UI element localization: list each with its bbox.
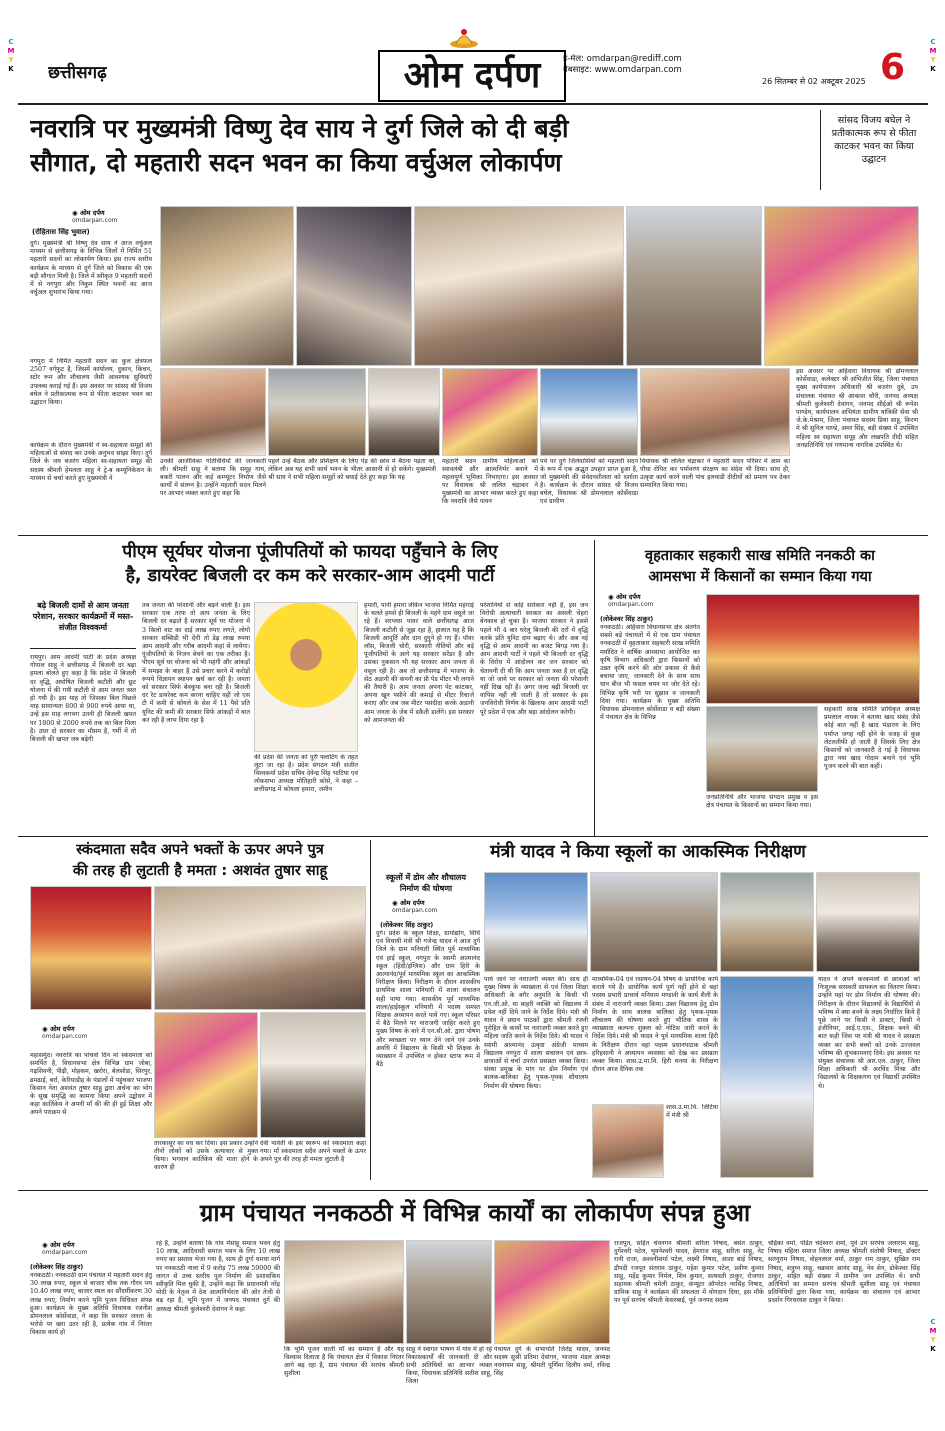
story6-byline: (लोकेश्वर सिंह ठाकुर) [30,1263,84,1271]
story4-caption2: देवी पार्वती के इस स्वरूप को स्कंदमाता कहा गया। माँ स्कंदमाता सदैव अपने भक्तों के ऊपर अपने पुत्र की तरह ही ममता लुटाती है [260,1140,366,1163]
header-rule [18,103,928,105]
email-label: ई-मेल: [563,54,584,64]
story3-headline: वृहताकार सहकारी साख समिति ननकठी का आमसभा में किसानों का सम्मान किया गया [645,548,875,585]
cmyk-right-bottom [928,1318,938,1354]
cmyk-m: M [7,47,15,55]
story5-body: दुर्ग। प्रदेश के स्कूल शिक्षा, ग्रामोद्योग, विधि एवं विधायी मंत्री श्री गजेन्द्र यादव ने आज दुर्ग जिले के ग्राम मनियारी स्थित पूर्व माध्यमिक एवं हाई स्कूल, नगपुरा के स्वामी आत्मानंद स्कूल (हिंदी/इंग्लिश) और ग्राम हिरी के आत्मानंद/पूर्व माध्यमिक स्कूल का आकस्मिक निरीक्षण किया। निरीक्षण के दौरान शासकीय प्राथमिक शाला मनियारी में शाला संचालन सही पाया गया। शासकीय पूर्व माध्यमिक शाला/हाईस्कूल मनियारी में पदस्थ समस्त शिक्षक अध्यापन करते पाये गए। स्कूल परिसर में बैठे मिलने पर नाराजगी जाहिर करते हुए मुख्य विषय के बारे में एन.सी.ओ. द्वारा पोषण और स्वच्छता पर ध्यान देने जाने एवं उनके अवधि में विद्यालय के किसी भी शिक्षक के व्याख्यान में उपस्थित न होकर स्टाफ रूम में बैठे [376,930,480,1069]
region-label: छत्तीसगढ़ [48,63,107,83]
story4-caption1: तारकासुर का वध कर दिया। इस प्रकार उन्होंने तीनों लोकों को उसके अत्याचार से मुक्त किया। भगवान कार्तिकेय की माता होने के कारण ही [154,1140,258,1171]
story1-caption5: विधायक श्री ललित चंद्राकर ने महतारी सदन परिसर में आम का पौधा रोपित कर पर्यावरण संरक्षण का संदेश भी दिया। साथ ही, उत्कृष्ट कार्य करने वाली पांच हलवाडी दीदीयों को प्रमाण पत्र देकर सम्मानित किया गया। [640,458,790,489]
story5-col4: यादव ने अपने करकमलों से छात्राओं को निःशुल्क सरस्वती सायकल का वितरण किया। उन्होंने यहां पर डोम निर्माण की घोषणा की। निरीक्षण के दौरान विद्यालयों के विद्यार्थियों से भविष्य में क्या बनने के लक्ष्य निर्धारित किये हैं पूछे जाने पर किसी ने डाक्टर, किसी ने इंजीनियर, आई.ए.एस., शिक्षक बनने की बात कही जिस पर मंत्री श्री यादव ने प्रसन्नता व्यक्त कर सभी बच्चों को उनके उज्जवल भविष्य की शुभकामनाएं दिये। इस अवसर पर संयुक्त संचालक श्री आर.एल. ठाकुर, जिला शिक्षा अधिकारी श्री अरविंद मिश्रा और विद्यालयों के शिक्षकगण एवं विद्यार्थी उपस्थित थे। [818,976,920,1090]
story1-photo-plaque [296,206,412,366]
masthead-title: ओम दर्पण [403,55,541,96]
story1-photo-speaker [442,368,538,456]
story4-headline: स्कंदमाता सदैव अपने भक्तों के ऊपर अपने पुत्र की तरह ही लुटाती है ममता : अशवंत तुषार साहू [72,842,328,879]
story2-col1: रायपुर। आम आदमी पार्टी के प्रदेश अध्यक्ष गोपाल साहू ने छत्तीसगढ़ में बिजली दर बढ़ा हमला बोलते हुए कहा है कि प्रदेश में बिजली दर वृद्धि, अघोषित बिजली कटौती और छूट योजना में की गयी कटौती से आम जनता त्रस्त हो गयी है। इस माह तो जिसका बिल पिछले माह सामान्यतः 800 से 900 रुपये आया था, उन्हें इस माह लगभग उतनी ही बिजली खपत पर 1800 से 2000 रुपये तक का बिल मिला है। उधर दो सरकार का मौसम है, गर्मी में तो बिजली की खपत जब बढ़ेगी [30,654,136,744]
story6-photo-puja2 [406,1240,492,1344]
story5-headline: मंत्री यादव ने किया स्कूलों का आकस्मिक निरीक्षण [490,842,806,862]
story5-col3: माध्यमिक-04 एवं रसायन-04 विषय के प्रायोगिक कार्य कराये गये हैं। प्रायोगिक कार्य पूर्ण नहीं होने से बहां पदस्थ प्रभारी प्राचार्य मनियाम मण्डावी के कार्य शैली के संबंध में नाराजगी व्यक्त किया। उक्त विद्यालय हेतु डोम निर्माण के साथ बालक बालिका हेतु पृथक-पृथक शौचालय की घोषणा करते हुए भौतिक शास्त्र के व्याख्याता कल्पना शुक्ला को नोटिस जारी करने के निर्देश दिये। मंत्री श्री यादव ने पूर्व माध्यमिक शाला हिरी के निरीक्षण दौरान वहां पदस्थ प्रधानपाठक श्रीमती हरिहसानी ने अध्यापन व्यवस्था को देख कर प्रसन्नता व्यक्त किया। शास.उ.मा.वि. हिरी थनमा के निरीक्षण दौरान आज दैनिक तक [592,976,718,1074]
cmyk-right-top [928,38,938,74]
story4-photo-puja [30,886,152,1010]
cmyk-y: Y [930,1336,936,1344]
story1-caption4: पर्व पर दुर्ग जिलेवासियों को महतारी सदन के रूप में एक अद्भुत उपहार प्राप्त हुआ है, जो मुख्यमंत्री की संवेदनशीलता को दर्शाता है। कार्यक्रम के दौरान सांसद श्री विजय बघेल, विधायक श्री डोमनलाल कोर्सेवाडा एवं ग्रामीण [540,458,638,505]
story3-body: ननकठठी। अहिवारा विधानसभा क्षेत्र अंतर्गत सबसे बड़े पंचायतों में से एक ग्राम पंचायत ननकठठी में वृहताकार सहकारी साख समिति मर्यादित ने वार्षिक आमसभा आयोजित कर कृषि विभाग अधिकारी द्वारा किसानों को उन्नत कृषि करने की ओर प्रकाश से कैसे बचाया जाए, जानकारी देने के साथ साथ धान बीज भी फसल चयन पर जोर देते रहे। विभिन्न कृषि भरी पर सुझाव व जानकारी दिया गया। कार्यक्रम के मुख्य अतिथि विधायक डोमनलाल कोर्सेवाडा व बड़ी संख्या में पंचायत क्षेत्र के विभिन्न [600,624,700,722]
story2-col2: तब जनता की परेशानी और बढ़ने वाली है। इस सरकार एक तरफ तो आप जनता के लिए बिजली दर बढ़ाते है सरकार सूर्य घर योजना में 3 किलो वाट का दाई लाख रुपए लगते, लोगो सरकार सब्सिडी भी देंगी तो डेढ़ लाख रुपया आम आदमी और गरीब आदमी कहां से लायेगा। पूंजीपतियों के निजन बेचने का एक तरीका है। पीएम सूर्य घर योजना को भी महंगी और आंकड़ों में समझा के बाहर है उसे प्रचार करने में करोड़ों रूपये विज्ञापन स्थापन खर्च कर रही है। जनता को सरकार सिर्फ बेवकूफ बना रही है। बिजली दर रेट डायरेक्ट कम करना चाहिए वहीं जो एस टी में कमी से कोयले के सेस में 11 पैसे प्रति यूनिट की कमी की सरकार सिर्फ आंकड़ों में बात कर रही है लाभ दिया रहा है [142,602,250,724]
page-number: 6 [880,47,906,88]
story1-photo-hall [368,368,440,456]
rule-mid [18,836,928,837]
story3-byline: (लोकेश्वर सिंह ठाकुर) [600,615,654,623]
cmyk-c: C [8,38,14,46]
story5-photo-cycles [720,976,814,1178]
story3-photo-farmers [706,706,818,792]
contact-block [563,54,723,76]
story6-col4: साहू ने स्वागत भाषण में गांव में हो रहे विकासकार्यों की जानकारी दी और सभी अतिथियों का आभार व्यक्त किया, विधायक प्रतिनिधि सतीश साहू, जिला [406,1346,492,1385]
story3-right: सहकारी साख समिति प्राधिकृत अध्यक्ष प्रमलाल नायक ने बताया खाद संबंद जैसे कोई बात नहीं है खाद भंडारण के लिए पर्याप्त जगह नहीं होने के वजह से कुछ लेटलतीफी हो जाती है जिसके लिए क्षेत्र किसानों को जानकारी दे गई है विधायक द्वारा नया खाद गोदाम बनाने एवं भूमि पूजन करने की बात कहीं। [824,706,920,771]
story2-photo-leader [254,602,358,752]
issue-date: 26 सितम्बर से 02 अक्टूबर 2025 [762,77,866,86]
story1-credit: ◉ ओम दर्पण omdarpan.com [72,209,118,224]
story5-col2: पाये जाने पर नाराजगी व्यक्त की। साथ ही मुख्य विषय के व्याख्यता से एवं जिला शिक्षा अधिकारी के बगैर अनुमति के किसी भी एन.जी.ओ. या बाहरी व्यक्ति को विद्यालय में प्रवेश नहीं दिये जाने के निर्देश दिये। मंत्री श्री यादव ने प्रधान पाठकों द्वारा श्रीमती रजनी पुरोहित के कार्यों पर नाराजगी व्यक्त करते हुए महिला जाति करने के निर्देश दिये। श्री यादव ने स्वामी आत्मानंद उत्कृष्ट अंग्रेजी माध्यम विद्यालय नगपुरा में शाला संचालन एवं छात्र-छात्राओं से चर्चा उपरांत प्रसन्नता व्यक्त किया। संस्था प्रमुख के मांग पर डोम निर्माण एवं बालक-बालिका हेतु पृथक-पृथक शौचालय निर्माण की घोषणा किया। [484,976,588,1090]
cmyk-k: K [930,1345,936,1353]
story1-byline: (रोहितास सिंह भुवाल) [32,228,90,236]
story5-photo-class2 [590,872,718,972]
website[interactable]: www.omdarpan.com [594,65,682,75]
cmyk-m: M [929,47,937,55]
story1-photo-women [764,206,919,366]
story2-photo-caption: की प्रदेश की जनता को पूरी फ्लाटिंग के तहत लूटा जा रहा है। प्रदेश संगठन मंत्री संजीत विश्वकर्मा प्रदेश सचिव देवेन्द्र सिंह भाटिया एवं लोकसभा अध्यक्ष मोतिहारी कोसे, ने कहा – छत्तीसगढ़ में कोयला हमारा, जमीन [254,754,358,793]
cmyk-m: M [929,1327,937,1335]
story6-col7: चंद्रिका वर्मा, पंडित चंदेश्वरा शर्मा, पूर्व उप सरपंच जलाराम साहू, निषाद महिला समाज जिला अध्यक्ष श्रीमती संतोषी निषाद, डॉक्टर सतनूराम निषाद, वोहनलाल वर्मा, ठाकुर राम ठाकुर, सुखित राम निषाद, शत्रुघ्न साहू, चक्रवार आनंद साहू, नेव सेन, डोकेश्वर सिंह ठाकुर, सहित बड़ी संख्या में ग्रामीण जन उपस्थित थे। सभी अतिथियों का सम्मान सरपंच श्रीमती सुशीला साहू एवं पंचायत प्रतिनिधियों द्वारा किया गया, कार्यक्रम का संचालन एवं आभार प्रदर्शन गिरधरवंश ठाकुर ने किया। [768,1240,920,1305]
story2-col5: परेशानियों से कोई सरोकार नहीं है, इस जन विरोधी अत्याचारी सरकार का असली चेहरा बेनकाब हो चुका है। भाजपा सरकार ने इससे पहले भी 4 बार घरेलू बिजली की दरों में वृद्धि करके प्रति यूनिट दाम बढ़ाए थे। और अब नई वृद्धि से आम आदमी का बजट बिगड़ गया है। आम आदमी पार्टी ने पहले भी बिजली दर वृद्धि के विरोध में आंदोलन कर जन सरकार को चेतावनी दी थी कि आम जनता त्रस्त है दर वृद्धि या जो जाये पर सरकार को जनता की परेशानी नहीं दिख रही है। अगर जल्द बढ़ी बिजली दर वापिस नहीं ली जाती है तो सरकार के इस जनविरोधी निर्णय के खिलाफ आम आदमी पार्टी पूरे प्रदेश में एक और बड़ा आंदोलन करेगी। [480,602,588,716]
story1-para1: दुर्ग। मुख्यमंत्री श्री विष्णु देव साय ने आज वर्चुअल माध्यम से छत्तीसगढ़ के विभिन्न जिलों में निर्मित 51 महतारी सदनों का लोकार्पण किया। इस राज्य स्तरीय कार्यक्रम के माध्यम से दुर्ग जिले को विकास की एक बड़ी सौगात मिली है। जिले में स्वीकृत 9 महतारी सदनों में से नगपुरा और निकुम स्थित भवनों का आज वर्चुअल शुभारंभ किया गया। [30,240,152,297]
cmyk-k: K [8,65,14,73]
story2-col4: हमारी, पानी हमारा लेकिन भाजपा निर्मित महंगाई के चलते हमसे ही बिजली के महंगे दाम वसूले जा रहे हैं। सरप्लस पावर वाले छत्तीसगढ़ आज बिजली कटौती से जूझ रहा है, हालात यह है कि बिजली आपूर्ति और दाम दुगुने हो गए हैं। पॉवर लॉस, बिजली चोरी, सरकारी नीतियों और बड़े पूंजीपतियों के आगे यह सरकार सरेंडर है और उसका नुकसान भी यह सरकार आम जनता से वसूल रही है। अब तो छत्तीसगढ़ में भाजपा के सेठ अडानी की कंपनी का प्री पेड मीटर भी लगाने की तैयारी है। आम जनता अपना पेट काटकर, अपना खून पसीने की कमाई से मीटर रिचार्ज कराए और जब जब मीटर पसंदीदा करके अडानी आम जनता के जेब में डकैती डालेंगे। इस सरकार को आमजनता की [364,602,474,724]
story1-photo-plant [414,206,624,366]
story3-credit: ◉ ओम दर्पण omdarpan.com [608,593,654,608]
story4-photo-gathering [154,886,366,1010]
cmyk-y: Y [930,56,936,64]
story4-photo-crowd [260,1012,366,1138]
story5-photo-class3 [720,872,814,972]
rule-bottom [18,1190,928,1191]
story6-col3: कि भूमि पूजन धरती माँ का सम्मान है और यह विश्वास दिलाता है कि पंचायत क्षेत्र में विकास निरंतर आगे बढ़ रहा है, ग्राम पंचायत की सरपंच श्रीमती सुशीला [284,1346,404,1377]
cmyk-left-top [6,38,16,74]
story1-right-column: इस अवसर पर अहिवारा विधायक श्री डोमनलाल कोर्सेवाडा, कलेक्टर श्री अभिजीत सिंह, जिला पंचायत मुख्य कार्यपालन अधिकारी श्री बजरंग दुबे, उप संचालक पंचायत श्री आकाश चौरी, जनपद अध्यक्ष श्रीमती कुलेश्वरी देवांगन, जनपद सीईओ श्री रूपेश पाण्डेय, कार्यपालन अभियंता ग्रामीण यांत्रिकी सेवा श्री जे.के.मेश्राम, जिला पंचायत सदस्य प्रिया साहू, किरण मे श्री सुनिल पाण्डे, अमर सिंह, बड़ी संख्या में उपस्थित महिला स्व सहायता समूह और लखपति दीदी सहित जनप्रतिनिधि एवं गणमान्य नागरिक उपस्थित थे। [796,368,918,449]
story4-credit: ◉ ओम दर्पण omdarpan.com [42,1025,88,1040]
story5-photo-meeting [592,1104,664,1178]
story2-headline: पीएम सूर्यघर योजना पूंजीपतियों को फायदा पहुँचाने के लिए है, डायरेक्ट बिजली दर कम करे सरकार-आम आदमी पार्टी [122,542,498,586]
cmyk-y: Y [8,56,14,64]
story1-para2: नगपुरा में निर्मित महतारी सदन का कुल क्षेत्रफल 2507 वर्गफुट है, जिसमें कार्यालय, दुकान, किचन, स्टोर रूम और शौचालय जैसी आवश्यक सुविधाएँ उपलब्ध कराई गई हैं। इस अवसर पर सांसद श्री विजय बघेल ने प्रतीकात्मक रूप से फीता काटकर भवन का उद्घाटन किया। [30,358,152,407]
story1-caption2: पहले उन्हें बैठक और प्रशिक्षण के लिए पेड़ की छांव में बैठना पड़ता था, लेकिन अब यह सभी कार्य भवन के भीतर आसानी से हो सकेंगे। मुख्यमंत्री श्री साय ने सभी महिला समूहों को बधाई देते हुए कहा कि यह [268,458,436,481]
story1-caption3: महतारी सदन ग्रामीण महिलाओं को स्वावलंबी और आत्मनिर्भर बनाने में महत्वपूर्ण भूमिका निभाएगा। इस अवसर पर विधायक श्री ललित चंद्राकर ने मुख्यमंत्री का आभार व्यक्त करते हुए कहा कि नवरात्रि जैसे पावन [442,458,538,505]
masthead-emblem-icon [447,26,481,50]
story1-side-caption: सांसद विजय बघेल ने प्रतीकात्मक रूप से फीता काटकर भवन का किया उद्घाटन [831,115,917,165]
email[interactable]: omdarpan@rediff.com [586,54,682,64]
divider-story4-story5 [370,840,371,1180]
cmyk-c: C [930,1318,936,1326]
story6-col6: राजपूत, सहित चंवनगन श्रीमती सरिता निषाद, बसंत ठाकुर, दुर्गेश्वरी पटेल, भुवनेश्वरी यादव, हेमराज साहू, सरिता साहू, नेट रानी राजा, अश्वनीशर्मा पटेल, लक्ष्मी निषाद, आशा बाई निषाद, द्रौपदी रजपूत संतराम ठाकुर, महेश कुमार पटेल, प्रवीण कुमार साहू, महेंद्र कुमार निर्मल, शिव कुमार, सत्यवती ठाकुर, रोजगार सहायक श्रीमती चमेली ठाकुर, कंप्यूटर ऑपरेटर नरसिंह निषाद, ग्रामिक साहू ने कार्यक्रम की सफलता में योगदान दिया, इस मौके पर पूर्व सरपंच श्रीमती केसरबाई, पूर्व जनपद सदस्य [614,1240,764,1305]
story6-col2: रहे हैं, उन्होंने बताया कि गांव मेंसाहू समाज भवन हेतु 10 लाख, आदिवासी समाज भवन के लिए 10 लाख रुपए का प्रस्ताव भेजा गया है, साथ ही दुर्गा धमधा मार्ग पर ननकठठी नाला में 9 करोड़ 75 लाख 59000 की लागत से उच्च स्तरीय पुल निर्माण की प्रशासकिय स्वीकृति मिल चुकी है, उन्होंने कहा कि प्रधानमंत्री नरेंद्र मोदी के नेतृत्व में देश आत्मनिर्भरता की ओर तेजी से बढ़ रहा है, भूमि पूजन में जनपद पंचायत दुर्ग की अध्यक्ष श्रीमती कुलेश्वरी देवांगन ने कहा [156,1240,280,1313]
story1-photo-certificate [160,368,266,456]
website-label: वेबसाइट: [563,65,592,75]
story6-photo-puja3 [494,1240,610,1344]
cmyk-c: C [930,38,936,46]
rule-story1-bottom [18,535,928,536]
story6-col5: पंचायत दुर्ग के सभापति जितेंद्र यादव, जनपद सदस्य सुश्री प्रतिमा देवांगन, भाजपा मंडल अध्यक्ष नवनायम साहू, श्रीमती पूर्णिमा दिलीप वर्मा, रविन्द्र सिंह [494,1346,610,1377]
story1-photo-screen [268,368,366,456]
story6-col1: ननकठठी। ननकठठी ग्राम पंचायत में महतारी सदन हेतु 30 लाख रुपए, स्कूल से बाजार चौक तक गौरव पथ 10.40 लाख रुपए, बाजार स्थल का सौंदर्यीकरण 30 लाख रुपए, निर्माण करने भूमि पूजन विधिवत संपन्न हुआ। कार्यक्रम के मुख्य अतिथि विधायक रजनीश डोमनलाल कोर्सेवाडा, ने कहा कि सरकार जनता के भरोसे पर खरा उतर रही है, प्रत्येक गांव में निरंतर विकास कार्य हो [30,1272,152,1337]
story2-subhead: बढ़े बिजली दामों से आम जनता परेशान, सरकार कार्यक्रमों में मस्त- संजीत विश्वकर्मा [32,601,134,632]
story5-subhead: स्कूलों में डोम और शौचालय निर्माण की घोषणा [386,873,466,893]
story5-photo-class1 [484,872,588,972]
story4-body: महासमुंद। नवरात्रि का पांचवां दिन मां स्कंदमाता को समर्पित है, विधानसभा क्षेत्र विभिन्न ग्राम जोबा, गढ़सिवनी, पीढ़ी, मोहकम, खरोरा, बेलसोडा, सिरपुर, ढमढाई, बर्रा, केरियाडीह के पंडालों में पहुंचकर भाजपा किसान नेता अशवंत तुषार साहू द्वारा अर्चना का भोग के सुख समृद्धि का कामना किया अपने उद्बोधन में कहा कार्तिकेय ने अपनी माँ की की ही हुई शिक्षा और अपने पराक्रम से [30,1052,152,1117]
story3-photo-stage [706,594,920,704]
story3-caption: जनप्रतिनिधि और भाजपा संगठन प्रमुख व इस क्षेत्र पंचायत के किसानों का सम्मान किया गया। [706,794,818,809]
story1-side-divider [820,110,821,190]
divider-story2-story3 [594,540,595,836]
story2-subhead-rule [30,648,136,649]
story1-para3: कार्यक्रम के दौरान मुख्यमंत्री ने स्व-सहायता समूहों की महिलाओं से संवाद कर उनके अनुभव साझा किए। दुर्ग जिले के जय बजरंग महिला स्व-सहायता समूह की सदस्य श्रीमती हेमलता साहू ने ट्रे-ब कम्यूनिकेशन के माध्यम से चर्चा करते हुए मुख्यमंत्री ने [30,442,152,482]
story4-photo-idol [154,1012,258,1138]
story5-byline: (लोकेश्वर सिंह ठाकुर) [380,921,434,929]
story1-photo-group [626,206,762,366]
story1-caption1: उनकी आजीविका गतिविधियों की जानकारी ली। श्रीमती साहू ने बताया कि समूह गाय, बकरी पालन और कई कम्प्यूटर निर्माण जैसे कार्यों में संलग्न है। उन्होंने महतारी सदन मिलने पर आभार व्यक्त करते हुए कहा कि [160,458,266,497]
story1-photo-audience2 [640,368,790,456]
story6-headline: ग्राम पंचायत ननकठठी में विभिन्न कार्यों का लोकार्पण संपन्न हुआ [199,1199,751,1227]
story5-photo-class4 [816,872,920,972]
story1-photo-audience [540,368,638,456]
story1-headline: नवरात्रि पर मुख्यमंत्री विष्णु देव साय ने दुर्ग जिले को दी बड़ी सौगात, दो महतारी सदन भवन का किया वर्चुअल लोकार्पण [30,114,569,177]
story6-photo-puja1 [284,1240,404,1344]
story6-credit: ◉ ओम दर्पण omdarpan.com [42,1241,88,1256]
cmyk-k: K [930,65,936,73]
story5-credit: ◉ ओम दर्पण omdarpan.com [392,899,438,914]
story5-caption: शास.उ.मा.वि. लिटिया में मंत्री श्री [666,1104,718,1119]
story1-photo-ribbon [160,206,294,366]
